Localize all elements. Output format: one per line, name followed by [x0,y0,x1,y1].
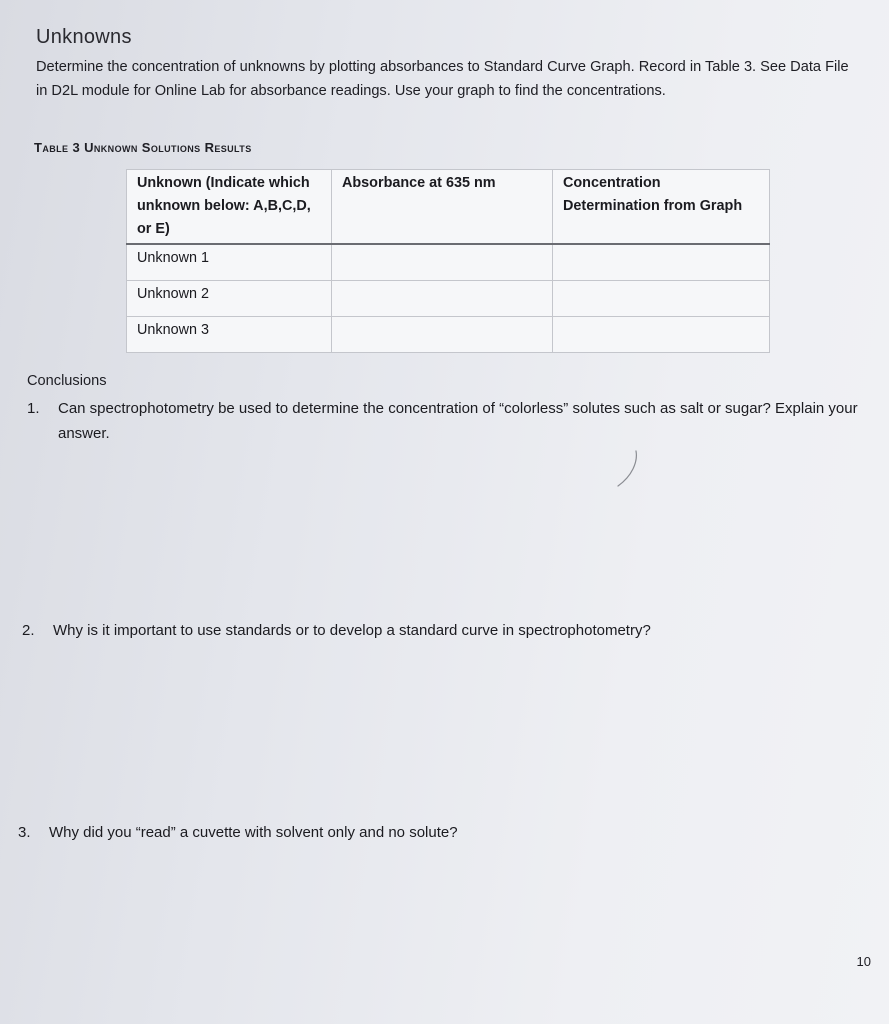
table-header-row [127,170,770,245]
cell-absorbance[interactable] [332,244,553,281]
cell-concentration[interactable] [553,317,770,353]
instructions-paragraph: Determine the concentration of unknowns by plotting absorbances to Standard Curve Graph. Record in Table 3. See Data File in D2L module for Online Lab for absorbance readings. Use your graph to find the concentrations. [36,59,849,99]
question-text: Can spectrophotometry be used to determine the concentration of “colorless” solutes such as salt or sugar? Explain your answer. [58,400,858,442]
cell-unknown-label: Unknown 1 [127,244,332,281]
section-heading: Unknowns [36,26,132,48]
header-concentration: Concentration Determination from Graph [553,170,770,245]
conclusions-heading: Conclusions [27,373,107,389]
header-absorbance: Absorbance at 635 nm [332,170,553,245]
table-row [127,317,770,353]
table-row [127,244,770,281]
cell-unknown-label: Unknown 3 [127,317,332,353]
question-number: 3. [18,824,31,841]
cell-unknown-label: Unknown 2 [127,281,332,317]
header-unknown: Unknown (Indicate which unknown below: A,B,C,D, or E) [127,170,332,245]
cell-absorbance[interactable] [332,281,553,317]
pen-mark-icon [612,448,642,490]
question-number: 2. [22,622,35,639]
question-text: Why did you “read” a cuvette with solvent only and no solute? [49,824,458,841]
cell-concentration[interactable] [553,244,770,281]
question-number: 1. [27,400,40,417]
results-table [126,169,770,353]
table-caption: Table 3 Unknown Solutions Results [34,140,252,155]
question-text: Why is it important to use standards or to develop a standard curve in spectrophotometry? [53,622,651,639]
cell-absorbance[interactable] [332,317,553,353]
cell-concentration[interactable] [553,281,770,317]
page-number: 10 [856,954,871,969]
table-row [127,281,770,317]
